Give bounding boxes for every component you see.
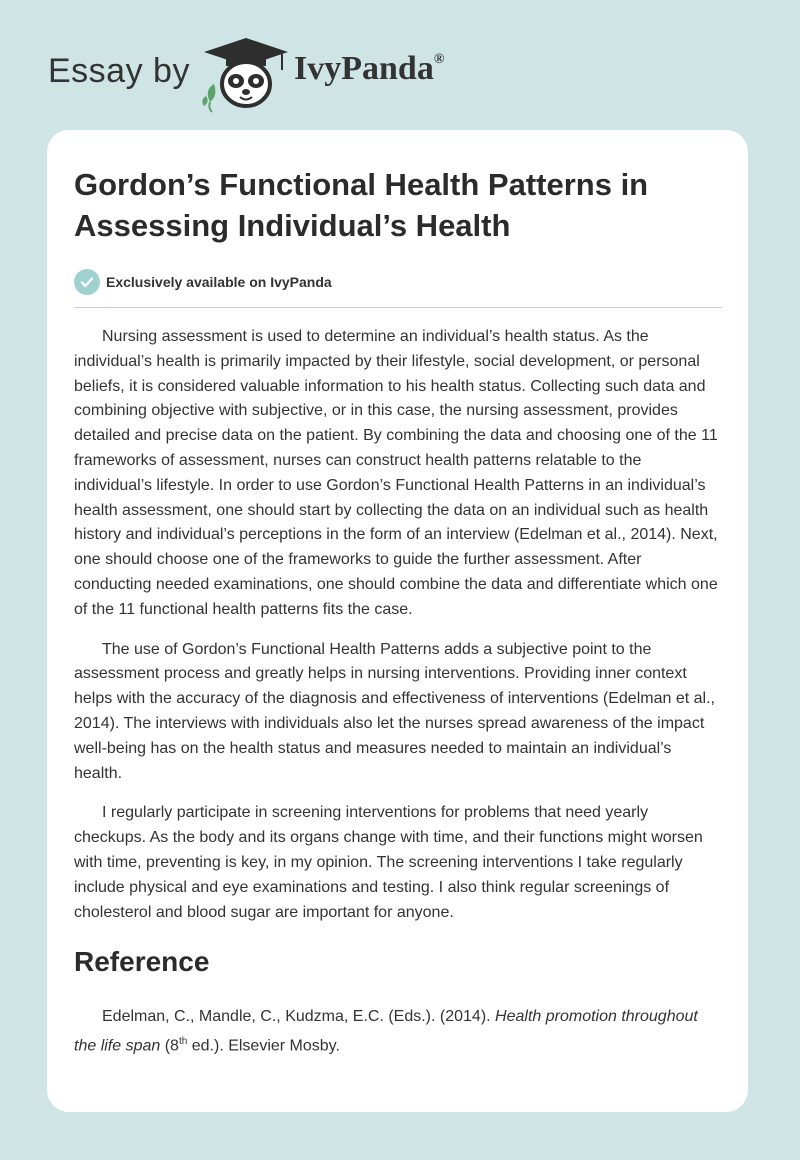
essay-card xyxy=(47,130,748,1112)
paragraph: Nursing assessment is used to determine an individual’s health status. As the individual’s health is primarily impacted by their lifestyle, social development, or personal beliefs, it is considered valuable information to his health status. Collecting such data and combining objective with subjective, or in this case, the nursing assessment, provides detailed and precise data on the patient. By combining the data and choosing one of the 11 frameworks of assessment, nurses can construct health patterns relatable to the individual’s lifestyle. In order to use Gordon’s Functional Health Patterns in an individual’s health assessment, one should start by collecting the data on an individual such as health history and individual’s perceptions in the form of an interview (Edelman et al., 2014). Next, one should choose one of the frameworks to guide the further assessment. After conducting needed examinations, one should combine the data and differentiate which one of the 11 functional health patterns fits the case. xyxy=(74,328,718,618)
page-title: Gordon’s Functional Health Patterns in Assessing Individual’s Health xyxy=(74,167,649,243)
paragraph: I regularly participate in screening interventions for problems that need yearly checkups. As the body and its organs change with time, and their functions might worsen with time, preventing is key, in my opinion. The screening interventions I take regularly include physical and eye examinations and testing. I also think regular screenings of cholesterol and blood sugar are important for anyone. xyxy=(74,804,703,921)
exclusive-badge xyxy=(74,269,721,295)
exclusive-badge-label: Exclusively available on IvyPanda xyxy=(106,274,332,290)
reference-list xyxy=(74,1005,722,1059)
reference-entry: Edelman, C., Mandle, C., Kudzma, E.C. (Eds.). (2014). Health promotion throughout the life span (8th ed.). Elsevier Mosby. xyxy=(74,1008,698,1055)
brand-name: IvyPanda® xyxy=(294,50,445,87)
divider xyxy=(74,307,722,308)
reference-heading: Reference xyxy=(74,946,210,978)
essay-by-label: Essay by xyxy=(48,52,190,90)
ivypanda-logo-icon xyxy=(198,34,294,114)
check-icon xyxy=(74,269,100,295)
brand-header xyxy=(48,34,508,114)
essay-body xyxy=(74,325,722,1059)
paragraph: The use of Gordon’s Functional Health Patterns adds a subjective point to the assessment process and greatly helps in nursing interventions. Providing inner context helps with the accuracy of the diagnosis and effectiveness of interventions (Edelman et al., 2014). The interviews with individuals also let the nurses spread awareness of the impact well-being has on the health status and measures needed to maintain an individual’s health. xyxy=(74,640,715,782)
